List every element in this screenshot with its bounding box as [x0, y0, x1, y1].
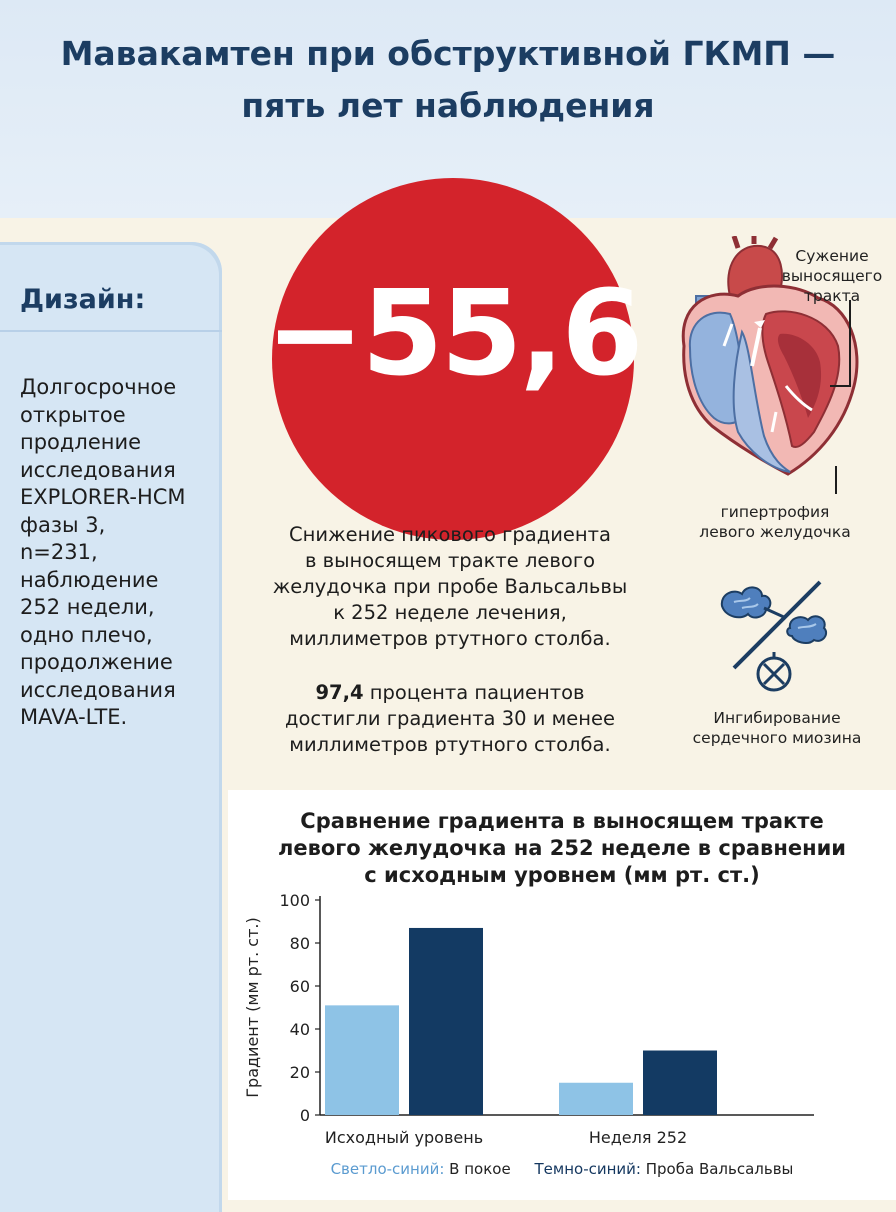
design-line: MAVA-LTE. — [20, 705, 128, 729]
hypertrophy-label-line: гипертрофия — [720, 503, 830, 521]
y-tick-label: 80 — [289, 934, 310, 953]
design-line: исследования — [20, 457, 176, 482]
x-category-label: Исходный уровень — [324, 1128, 484, 1147]
bar — [559, 1083, 633, 1115]
design-line: наблюдение — [20, 567, 159, 592]
lv-hypertrophy-label — [680, 502, 870, 542]
title-line-2: пять лет наблюдения — [241, 86, 655, 125]
design-line: исследования — [20, 677, 176, 702]
design-heading: Дизайн: — [20, 284, 146, 315]
legend-dark-key: Темно-синий: — [534, 1160, 641, 1178]
y-axis-label: Градиент (мм рт. ст.) — [243, 917, 262, 1098]
chart-title — [228, 808, 896, 889]
outflow-label-line: Сужение — [795, 247, 869, 265]
legend-light-key: Светло-синий: — [330, 1160, 445, 1178]
design-divider — [0, 330, 222, 332]
y-tick-label: 20 — [289, 1063, 310, 1082]
y-tick-label: 40 — [289, 1020, 310, 1039]
design-line: продолжение — [20, 650, 173, 674]
responder-line-3: миллиметров ртутного столба. — [289, 733, 611, 756]
bar — [325, 1005, 399, 1115]
y-tick-label: 0 — [299, 1106, 310, 1125]
y-tick-label: 60 — [289, 977, 310, 996]
responder-line-2: достигли градиента 30 и менее — [284, 707, 616, 730]
description-line: желудочка при пробе Вальсальвы — [272, 575, 628, 598]
design-line: одно плечо, — [20, 622, 153, 647]
myosin-label — [672, 708, 882, 748]
description-line: к 252 неделе лечения, — [333, 601, 567, 624]
outflow-label-line: тракта — [803, 287, 861, 305]
bar-chart — [228, 886, 896, 1156]
myosin-inhibition-icon — [712, 578, 842, 698]
legend-dark-value: Проба Вальсальвы — [640, 1160, 794, 1178]
chart-legend — [228, 1160, 896, 1178]
design-line: EXPLORER-HCM — [20, 485, 186, 509]
x-category-label: Неделя 252 — [588, 1128, 688, 1147]
y-tick-label: 100 — [279, 891, 310, 910]
design-line: продление — [20, 430, 142, 454]
responder-line-1 — [250, 680, 650, 706]
design-line: 252 недели, — [20, 595, 155, 619]
page-title — [0, 28, 896, 132]
description-line: Снижение пикового градиента — [289, 523, 611, 546]
design-line: Долгосрочное — [20, 375, 177, 399]
design-line: открытое — [20, 402, 126, 427]
highlight-description — [250, 522, 650, 652]
bar — [409, 928, 483, 1115]
myosin-label-line: Ингибирование — [713, 709, 841, 727]
responder-percent: 97,4 — [315, 681, 364, 704]
hypertrophy-label-line: левого желудочка — [699, 523, 851, 541]
design-line: фазы 3, — [20, 512, 106, 537]
legend-light-value: В покое — [444, 1160, 511, 1178]
description-line: миллиметров ртутного столба. — [289, 627, 611, 650]
design-text — [20, 374, 215, 732]
bar — [643, 1051, 717, 1116]
chart-title-line: Сравнение градиента в выносящем тракте — [300, 809, 824, 833]
chart-title-line: левого желудочка на 252 неделе в сравнении — [277, 836, 847, 860]
design-line: n=231, — [20, 540, 98, 564]
title-line-1: Мавакамтен при обструктивной ГКМП — — [60, 34, 836, 73]
myosin-label-line: сердечного миозина — [692, 729, 862, 747]
chart-title-line: с исходным уровнем (мм рт. ст.) — [364, 863, 760, 887]
description-line: в выносящем тракте левого — [304, 549, 596, 572]
outflow-label-line: выносящего — [781, 267, 883, 285]
responder-description — [250, 680, 650, 758]
outflow-narrowing-label — [776, 246, 888, 306]
highlight-value: −55,6 — [265, 264, 641, 402]
responder-line-1-rest: процента пациентов — [363, 681, 585, 704]
